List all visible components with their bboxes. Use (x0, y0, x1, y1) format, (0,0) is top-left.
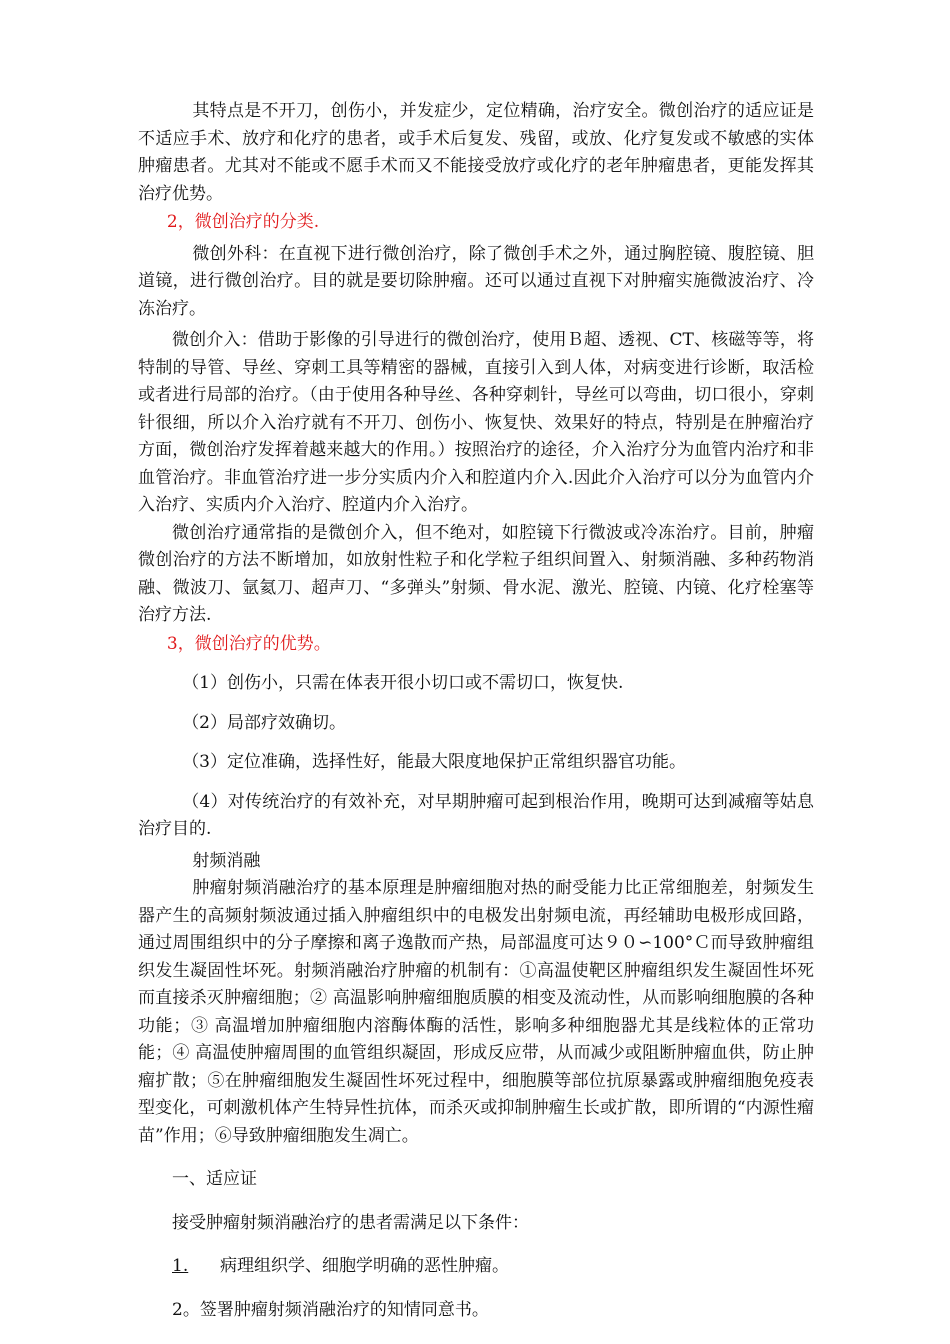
indication-item-2: 2。签署肿瘤射频消融治疗的知情同意书。 (172, 1299, 489, 1320)
paragraph-minimally-invasive-surgery: 微创外科：在直视下进行微创治疗，除了微创手术之外，通过胸腔镜、腹腔镜、胆道镜，进行微创治疗。目的就是要切除肿瘤。还可以通过直视下对肿瘤实施微波治疗、冷冻治疗。 (138, 243, 814, 319)
document-page (138, 98, 814, 1324)
advantage-item-4: （4）对传统治疗的有效补充，对早期肿瘤可起到根治作用，晚期可达到减瘤等姑息治疗目的. (138, 791, 814, 839)
paragraph-rf-ablation-principle: 肿瘤射频消融治疗的基本原理是肿瘤细胞对热的耐受能力比正常细胞差，射频发生器产生的高频射频波通过插入肿瘤组织中的电极发出射频电流，再经辅助电极形成回路，通过周围组织中的分子摩擦和离子逸散而产热，局部温度可达９０∽100°Ｃ而导致肿瘤组织发生凝固性坏死。射频消融治疗肿瘤的机制有：①高温使靶区肿瘤组织发生凝固性坏死而直接杀灭肿瘤细胞；② 高温影响肿瘤细胞质膜的相变及流动性，从而影响细胞膜的各种功能；③ 高温增加肿瘤细胞内溶酶体酶的活性，影响多种细胞器尤其是线粒体的正常功能；④ 高温使肿瘤周围的血管组织凝固，形成反应带，从而减少或阻断肿瘤血供，防止肿瘤扩散；⑤在肿瘤细胞发生凝固性坏死过程中，细胞膜等部位抗原暴露或肿瘤细胞免疫表型变化，可刺激机体产生特异性抗体，而杀灭或抑制肿瘤生长或扩散，即所谓的“内源性瘤苗”作用；⑥导致肿瘤细胞发生凋亡。 (138, 878, 814, 1146)
advantage-item-2: （2）局部疗效确切。 (182, 712, 347, 733)
indication-item-1-number: 1. (172, 1256, 189, 1276)
paragraph-methods: 微创治疗通常指的是微创介入，但不绝对，如腔镜下行微波或冷冻治疗。目前，肿瘤微创治疗的方法不断增加，如放射性粒子和化学粒子组织间置入、射频消融、多种药物消融、微波刀、氩氦刀、超声刀、“多弹头”射频、骨水泥、激光、腔镜、内镜、化疗栓塞等治疗方法. (138, 522, 814, 625)
intro-paragraph: 其特点是不开刀，创伤小，并发症少，定位精确，治疗安全。微创治疗的适应证是不适应手术、放疗和化疗的患者，或手术后复发、残留，或放、化疗复发或不敏感的实体肿瘤患者。尤其对不能或不愿手术而又不能接受放疗或化疗的老年肿瘤患者，更能发挥其治疗优势。 (138, 101, 814, 204)
indication-item-1-text: 病理组织学、细胞学明确的恶性肿瘤。 (220, 1256, 509, 1276)
advantage-item-1: （1）创伤小，只需在体表开很小切口或不需切口，恢复快. (182, 673, 624, 693)
indications-intro: 接受肿瘤射频消融治疗的患者需满足以下条件： (172, 1212, 529, 1233)
section-heading-advantages: 3，微创治疗的优势。 (166, 633, 331, 654)
advantage-item-3: （3）定位准确，选择性好，能最大限度地保护正常组织器官功能。 (182, 752, 687, 772)
section-heading-indications: 一、适应证 (172, 1169, 257, 1189)
paragraph-minimally-invasive-intervention: 微创介入：借助于影像的引导进行的微创治疗，使用Ｂ超、透视、CT、核磁等等，将特制的导管、导丝、穿刺工具等精密的器械，直接引入到人体，对病变进行诊断，取活检或者进行局部的治疗。（由于使用各种导丝、各种穿刺针，导丝可以弯曲，切口很小，穿刺针很细，所以介入治疗就有不开刀、创伤小、恢复快、效果好的特点，特别是在肿瘤治疗方面，微创治疗发挥着越来越大的作用。）按照治疗的途径，介入治疗分为血管内治疗和非血管治疗。非血管治疗进一步分实质内介入和腔道内介入.因此介入治疗可以分为血管内介入治疗、实质内介入治疗、腔道内介入治疗。 (138, 330, 814, 515)
section-heading-classification: 2，微创治疗的分类. (166, 212, 320, 232)
subsection-title-rf-ablation: 射频消融 (192, 850, 261, 871)
indication-item-1 (138, 1253, 814, 1281)
